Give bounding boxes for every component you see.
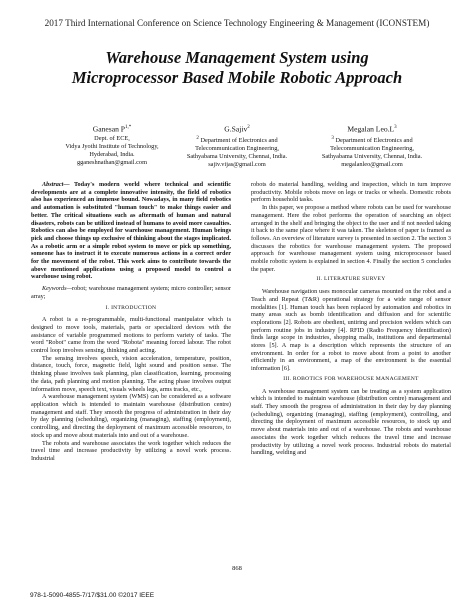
paragraph: The robots and warehouse associates the work together which reduces the travel time and increase productivity by utilizing a novel work process. Industrial (31, 439, 231, 462)
author-block-2 (167, 124, 307, 170)
abstract: Abstract— Today's modern world where technical and scientific developments are at a complete innovative intensity, the field of robotics also has experienced an immense bound. Nowadays, in many field robotics and automation is substituted "human touch" to make things easier and better. The critical situations such as aftermath of human and natural disasters, robots can be utilized instead of humans to avoid more casualties. Robotics can also be employed for warehouse management. Human beings pick and choose things up exclusive of thinking about the stages implicated. As a robotic arm or a simple robot system to move or pick up something, someone has to instruct it to execute numerous actions in a correct order for the movement of the robot. This work aims to contribute towards the above mentioned applications using a proposed model to control a warehouse using robot. (31, 181, 231, 281)
author-affiliation: Dept. of ECE, (94, 134, 130, 142)
author-email: sajiv.vijas@gmail.com (208, 161, 266, 169)
author-name: G.Sajiv$^2$ (224, 124, 250, 134)
left-column (31, 181, 231, 463)
author-affiliation: Sathyabama University, Chennai, India. (186, 153, 288, 161)
paragraph: A robot is a re-programmable, multi-functional manipulator which is designed to move tools, materials, parts or specialized devices with the assistance of variable programmed motions to perform variety of tasks. The word "Robot" came from the word "Robota" meaning forced labour. The robot control loop involves sensing, thinking and acting. (31, 316, 231, 355)
author-affiliation: Telecommunication Engineering, (330, 145, 414, 153)
paragraph: A warehouse management system (WMS) can be considered as a software application which is intended to maintain warehouse (distribution centre) management and staff. They smooth the progress of administration in their day by day planning (scheduling), organizing (managing), staffing (employment), controlling, and directing the deployment of maximum accessible resources, to stock up and move about materials into and out of a warehouse. (31, 393, 231, 439)
section-heading-robotics-warehouse: III. ROBOTICS FOR WAREHOUSE MANAGEMENT (283, 375, 419, 382)
author-affiliation: $^3$ Department of Electronics and (331, 135, 413, 144)
author-name: Ganesan $P^{1,*}$ (92, 124, 132, 134)
page-number: 868 (232, 565, 242, 572)
author-email: gganeshnathan@gmail.com (77, 159, 147, 167)
conference-header: 2017 Third International Conference on Science Technology Engineering & Management (ICONSTEM) (44, 18, 430, 28)
footer-copyright: 978-1-5090-4855-7/17/$31.00 ©2017 IEEE (30, 592, 155, 599)
paragraph: The sensing involves speech, vision acceleration, temperature, position, distance, touch, force, magnetic field, light sound and position sense. The thinking phase involves task planning, plan classification, learning, processing the data, path planning and motion planning. The acting phase involves output information move, speech text, visuals wheels legs, arms tracks, etc., (31, 354, 231, 393)
keywords: Keywords—robot; warehouse management system; micro controller; sensor array; (31, 285, 231, 300)
paragraph: In this paper, we propose a method where robots can be used for warehouse management. Here the robot performs the operation of searching an object arranged in the shelf and bringing the object to the user and if not needed taking it back to the same place where it was taken. The skeleton of paper is framed as follows. An overview of literature survey is presented in section 2. The section 3 discusses the robotics for warehouse management system. The proposed approach for warehouse management system using microprocessor based mobile robotic system is explained in section 4. Finally the section 5 concludes the paper. (251, 204, 451, 273)
author-block-1 (42, 124, 182, 168)
author-affiliation: Hyderabad, India. (89, 151, 135, 159)
title-line-2: Microprocessor Based Mobile Robotic Approach (71, 68, 403, 87)
paper-title (0, 48, 474, 88)
author-block-3 (302, 124, 442, 170)
author-affiliation: Vidya Jyothi Institute of Technology, (65, 142, 159, 150)
paragraph: Warehouse navigation uses monocular cameras mounted on the robot and a Teach and Repeat (T&R) operational strategy for a wide range of sensor modalities [1]. Human touch has been replaced by automation and robotics in many areas such as bomb identification and diffusion and for scientific explorations [2]. Robots are obedient, untiring and precision welders which can perform routine jobs in industry [4]. RFID (Radio Frequency Identification) finds large scope in industries, shopping malls, institutions and departmental stores [5]. A map is a description which represents the structure of an environment. In order for a robot to move about from a point to another efficiently in an environment, a map of the environment is the essential information [6]. (251, 288, 451, 373)
author-affiliation: Telecommunication Engineering, (195, 145, 279, 153)
author-email: megalanleo@gmail.com (341, 161, 403, 169)
author-affiliation: Sathyabama University, Chennai, India. (321, 153, 423, 161)
paragraph: A warehouse management system can be treating as a system application which is intended to maintain warehouse (distribution centre) management and staff. They smooth the progress of administration in their day by day planning (scheduling), organizing (managing), staffing (employment), controlling, and directing the deployment of maximum accessible resources, to stock up and move about materials into and out of a warehouse. The robots and warehouse associates the work together which reduces the travel time and increase productivity by utilizing a novel work process. Industrial robots do material handling, welding and (251, 387, 451, 457)
paragraph: robots do material handling, welding and inspection, which in turn improve productivity. Mobile robots move on legs or tracks or wheels. Domestic robots perform household tasks. (251, 181, 451, 204)
author-affiliation: $^2$ Department of Electronics and (196, 135, 278, 144)
section-heading-literature-survey: II. LITERATURE SURVEY (316, 276, 386, 283)
author-name: Megalan $Leo.L^3$ (347, 124, 397, 134)
section-heading-introduction: I. INTRODUCTION (105, 304, 157, 311)
right-column (251, 181, 451, 457)
title-line-1: Warehouse Management System using (105, 48, 369, 67)
